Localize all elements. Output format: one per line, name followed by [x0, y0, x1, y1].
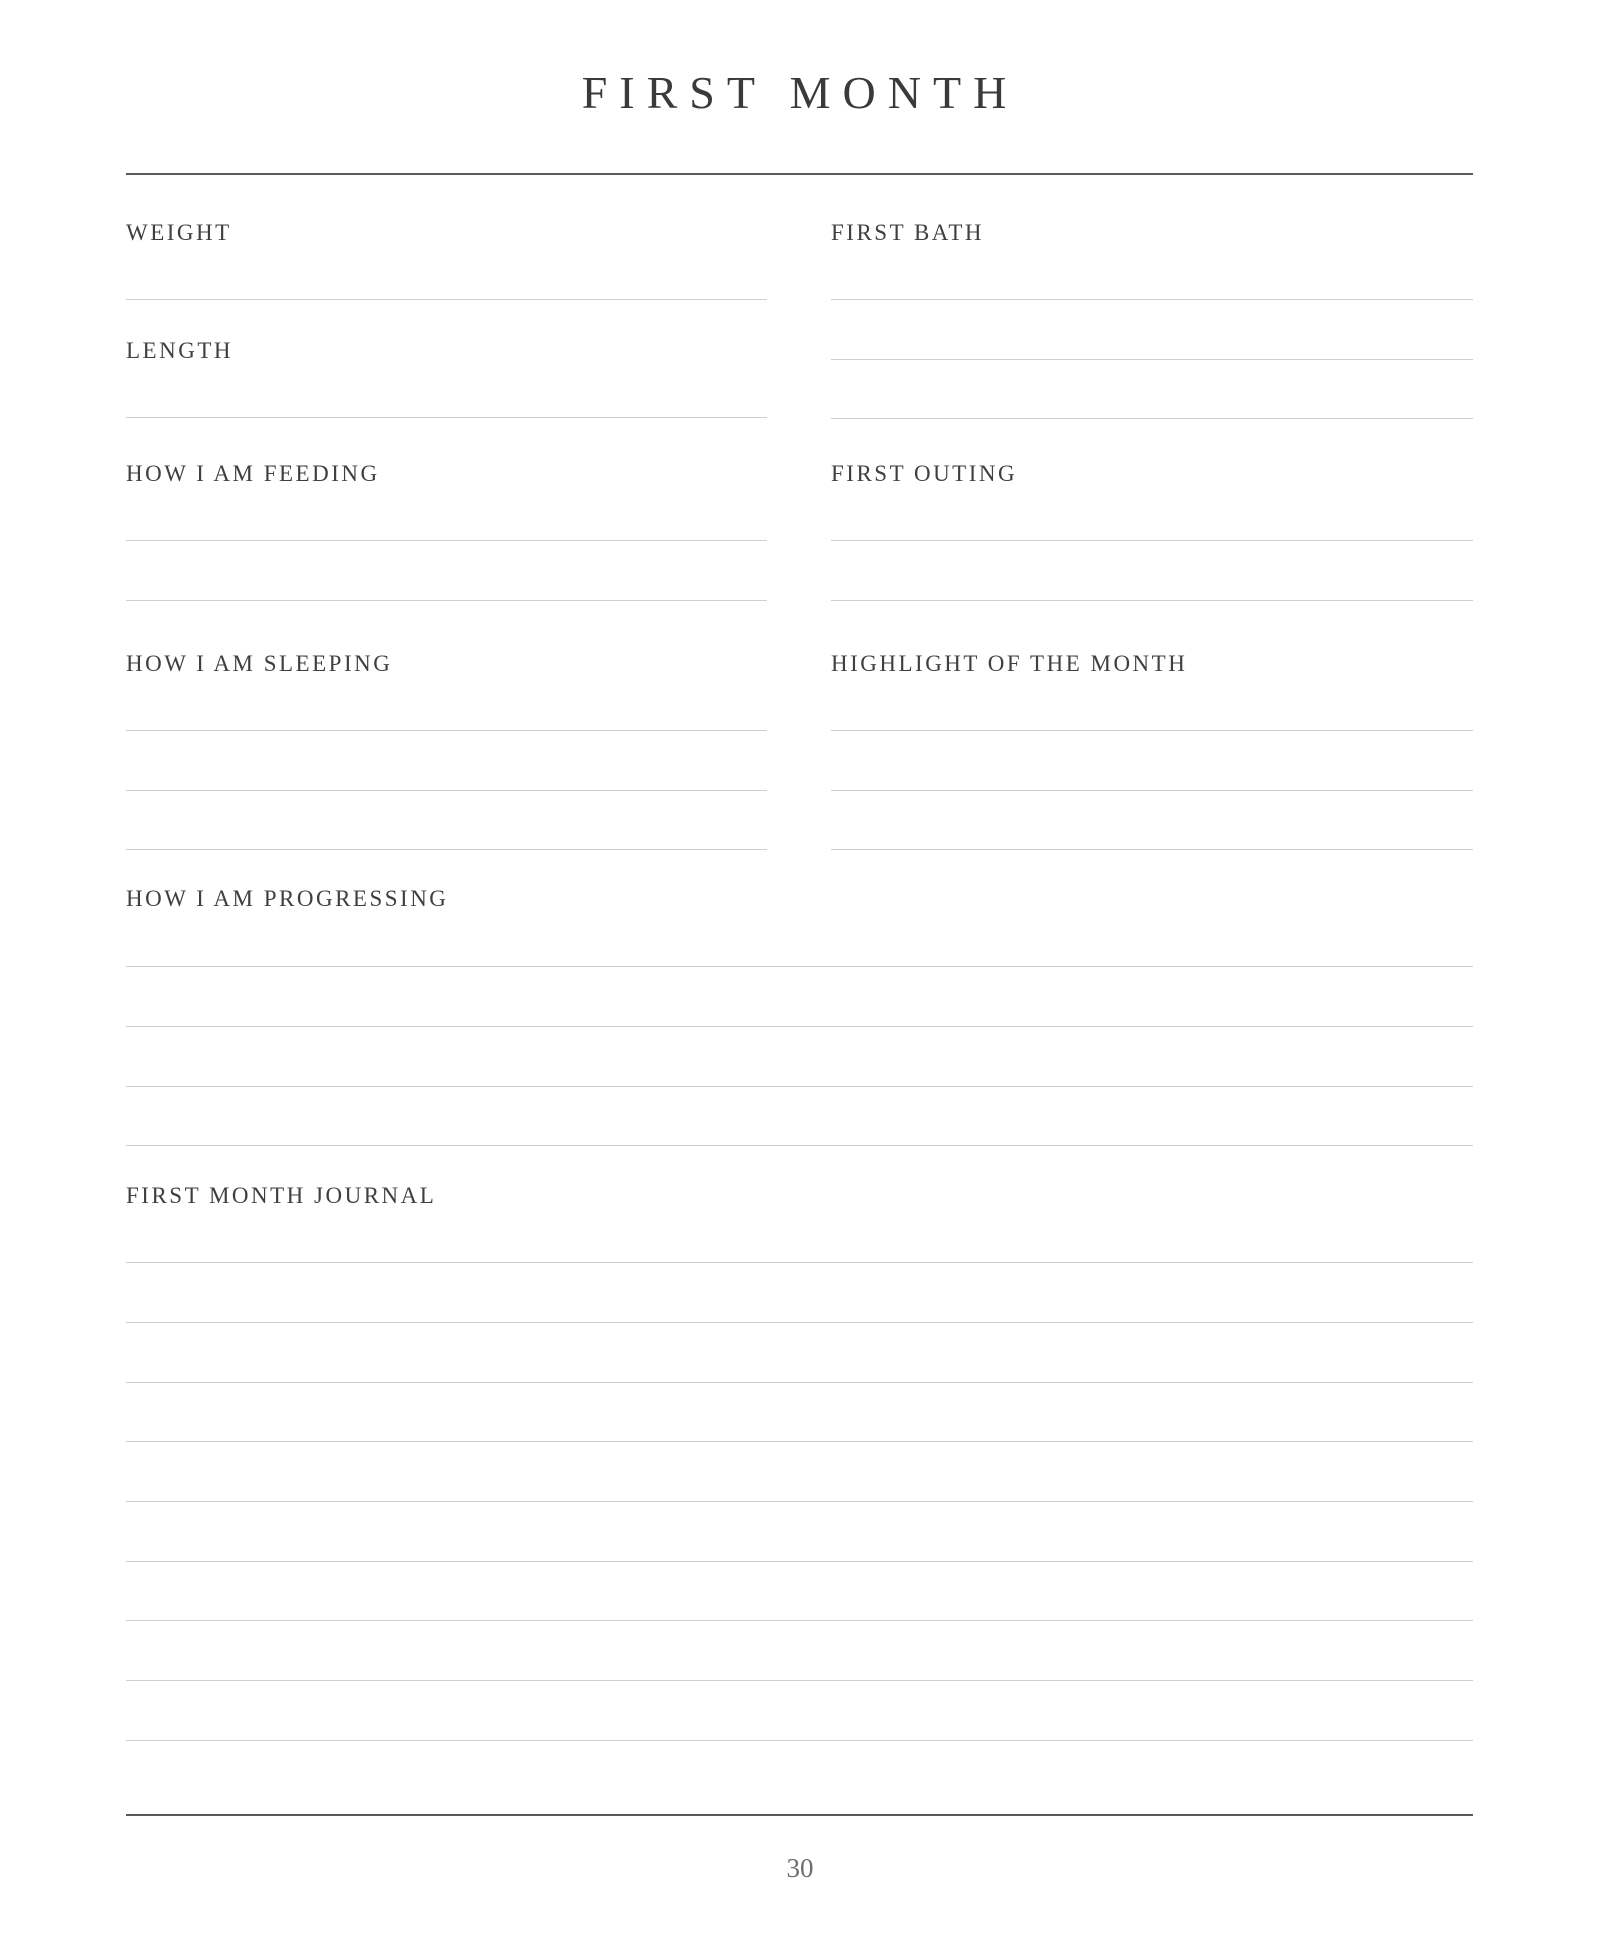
highlight-line-3[interactable] — [831, 849, 1473, 850]
journal-line-6[interactable] — [126, 1561, 1473, 1562]
highlight-line-1[interactable] — [831, 730, 1473, 731]
first-outing-line-2[interactable] — [831, 600, 1473, 601]
highlight-of-the-month-label: HIGHLIGHT OF THE MONTH — [831, 651, 1188, 676]
first-outing-line-1[interactable] — [831, 540, 1473, 541]
progressing-line-1[interactable] — [126, 966, 1473, 967]
bottom-divider — [126, 1814, 1473, 1816]
journal-line-9[interactable] — [126, 1740, 1473, 1741]
page-title: FIRST MONTH — [581, 67, 1019, 118]
first-bath-line-1[interactable] — [831, 299, 1473, 300]
first-month-journal-label: FIRST MONTH JOURNAL — [126, 1183, 437, 1208]
weight-line[interactable] — [126, 299, 767, 300]
progressing-line-3[interactable] — [126, 1086, 1473, 1087]
first-bath-line-3[interactable] — [831, 418, 1473, 419]
journal-line-4[interactable] — [126, 1441, 1473, 1442]
page-number: 30 — [786, 1853, 814, 1883]
sleeping-line-3[interactable] — [126, 849, 767, 850]
first-bath-line-2[interactable] — [831, 359, 1473, 360]
first-outing-label: FIRST OUTING — [831, 461, 1018, 486]
progressing-line-2[interactable] — [126, 1026, 1473, 1027]
journal-line-1[interactable] — [126, 1262, 1473, 1263]
journal-line-8[interactable] — [126, 1680, 1473, 1681]
top-divider — [126, 173, 1473, 175]
how-i-am-progressing-label: HOW I AM PROGRESSING — [126, 886, 449, 911]
progressing-line-4[interactable] — [126, 1145, 1473, 1146]
weight-label: WEIGHT — [126, 220, 232, 245]
sleeping-line-2[interactable] — [126, 790, 767, 791]
journal-line-7[interactable] — [126, 1620, 1473, 1621]
feeding-line-2[interactable] — [126, 600, 767, 601]
highlight-line-2[interactable] — [831, 790, 1473, 791]
length-line[interactable] — [126, 417, 767, 418]
length-label: LENGTH — [126, 338, 233, 363]
sleeping-line-1[interactable] — [126, 730, 767, 731]
how-i-am-sleeping-label: HOW I AM SLEEPING — [126, 651, 393, 676]
feeding-line-1[interactable] — [126, 540, 767, 541]
how-i-am-feeding-label: HOW I AM FEEDING — [126, 461, 380, 486]
journal-line-5[interactable] — [126, 1501, 1473, 1502]
journal-line-3[interactable] — [126, 1382, 1473, 1383]
first-bath-label: FIRST BATH — [831, 220, 985, 245]
journal-line-2[interactable] — [126, 1322, 1473, 1323]
